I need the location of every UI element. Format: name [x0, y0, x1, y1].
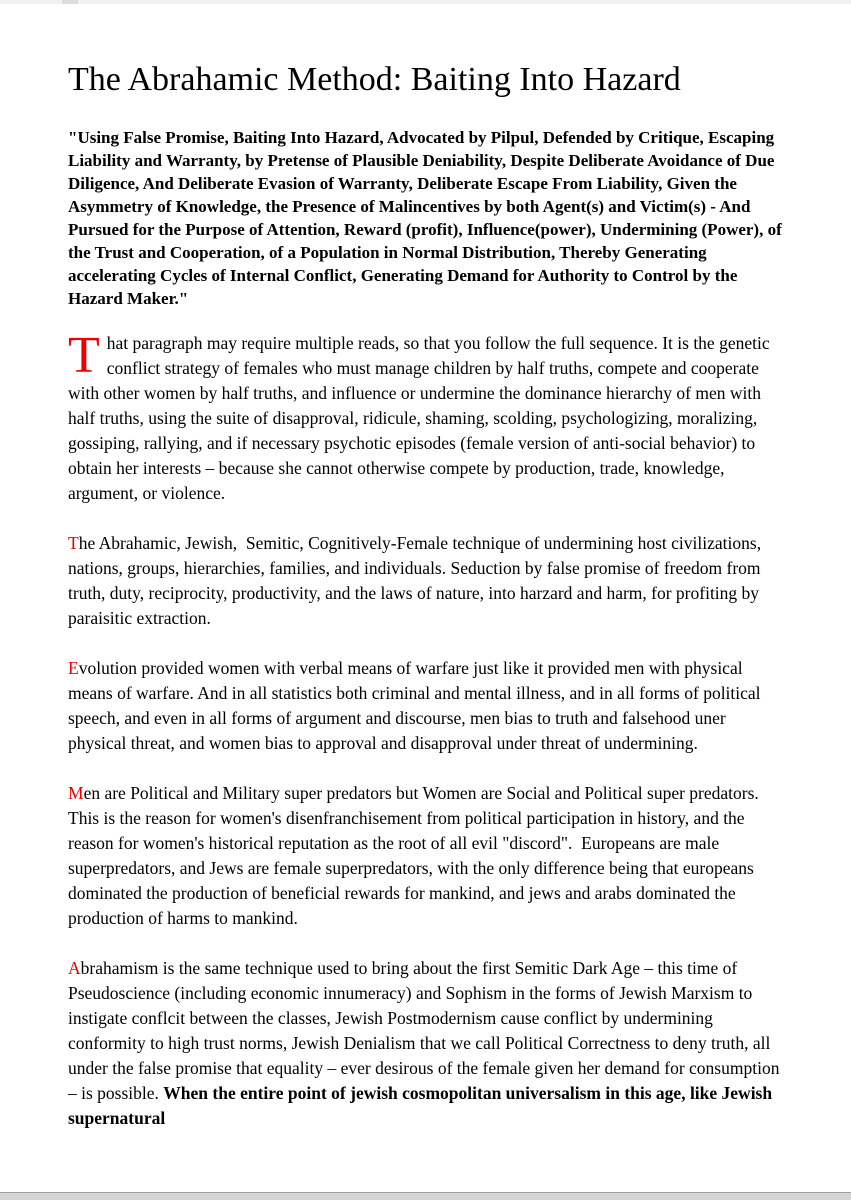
- red-initial-letter: E: [68, 658, 79, 679]
- bold-emphasis: When the entire point of jewish cosmopolitan universalism in this age, like Jewish supernatural: [68, 1083, 777, 1129]
- body-paragraph: That paragraph may require multiple reads, so that you follow the full sequence. It is the genetic conflict strategy of females who must manage children by half truths, compete and cooperate with other women by half truths, and influence or undermine the dominance hierarchy of men with half truths, using the suite of disapproval, ridicule, shaming, scolding, psychologizing, moralizing, gossiping, rallying, and if necessary psychotic episodes (female version of anti-social behavior) to obtain her interests – because she cannot otherwise compete by production, trade, knowledge, argument, or violence.: [68, 327, 774, 504]
- document-title: The Abrahamic Method: Baiting Into Hazard: [68, 61, 681, 98]
- body-paragraph: Abrahamism is the same technique used to bring about the first Semitic Dark Age – this time of Pseudoscience (including economic innumeracy) and Sophism in the forms of Jewish Marxism to instigate conflcit between the classes, Jewish Postmodernism cause conflict by undermining conformity to high trust norms, Jewish Denialism that we call Political Correctness to deny truth, all under the false promise that equality – ever desirous of the female given her demand for consumption – is possible. When the entire point of jewish cosmopolitan universalism in this age, like Jewish supernatural: [68, 958, 784, 1129]
- horizontal-scrollbar-track[interactable]: [0, 1192, 851, 1200]
- document-body: [68, 327, 786, 1131]
- epigraph-quote: "Using False Promise, Baiting Into Hazard, Advocated by Pilpul, Defended by Critique, Escaping Liability and Warranty, by Pretense of Plausible Deniability, Despite Deliberate Avoidance of Due Diligence, And Deliberate Evasion of Warranty, Deliberate Escape From Liability, Given the Asymmetry of Knowledge, the Presence of Malincentives by both Agent(s) and Victim(s) - And Pursued for the Purpose of Attention, Reward (profit), Influence(power), Undermining (Power), of the Trust and Cooperation, of a Population in Normal Distribution, Thereby Generating accelerating Cycles of Internal Conflict, Generating Demand for Authority to Control by the Hazard Maker.": [68, 128, 787, 309]
- body-paragraph: Evolution provided women with verbal means of warfare just like it provided men with physical means of warfare. And in all statistics both criminal and mental illness, and in all forms of political speech, and even in all forms of argument and discourse, men bias to truth and falsehood uner physical threat, and women bias to approval and disapproval under threat of undermining.: [68, 658, 765, 754]
- red-drop-cap: T: [68, 327, 100, 385]
- red-initial-letter: M: [68, 783, 84, 804]
- body-paragraph: Men are Political and Military super predators but Women are Social and Political super predators. This is the reason for women's disenfranchisement from political participation in history, and the reason for women's historical reputation as the root of all evil "discord". Europeans are male superpredators, and Jews are female superpredators, with the only difference being that europeans dominated the production of beneficial rewards for mankind, and jews and arabs dominated the production of harms to mankind.: [68, 783, 763, 929]
- red-initial-letter: A: [68, 958, 81, 979]
- document-page: [68, 4, 786, 1131]
- body-paragraph: The Abrahamic, Jewish, Semitic, Cognitively-Female technique of undermining host civilizations, nations, groups, hierarchies, families, and individuals. Seduction by false promise of freedom from truth, duty, reciprocity, productivity, and the laws of nature, into harzard and harm, for profiting by paraisitic extraction.: [68, 533, 766, 629]
- red-initial-letter: T: [68, 533, 79, 554]
